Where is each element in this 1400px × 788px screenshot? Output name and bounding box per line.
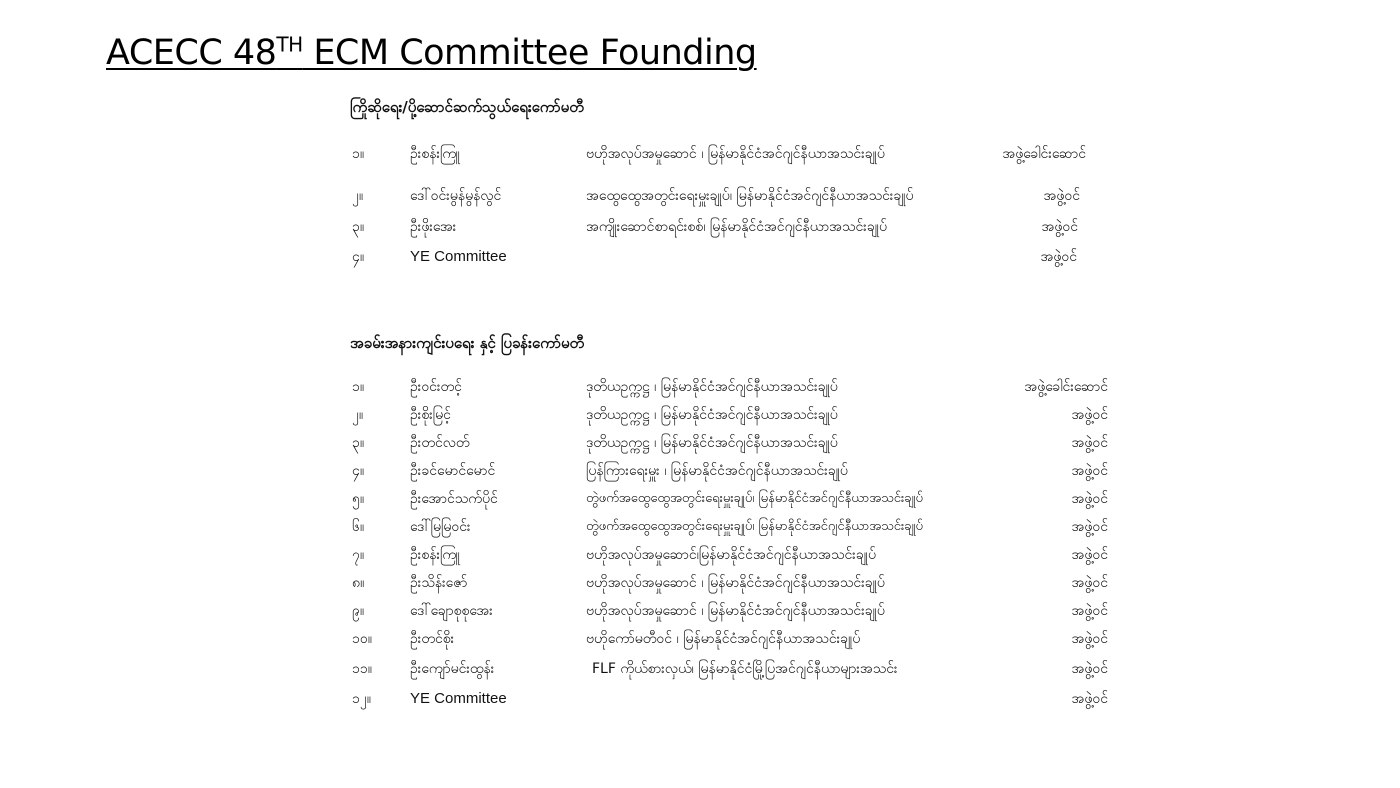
row-number: ၄။ xyxy=(352,249,365,265)
title-rest: ECM Committee Founding xyxy=(302,33,757,73)
member-position: FLF ကိုယ်စားလှယ်၊ မြန်မာနိုင်ငံမြို့ပြအင်ဂျင်နီယာများအသင်း xyxy=(592,661,898,677)
table-row xyxy=(0,600,1400,626)
table-row xyxy=(0,376,1400,402)
table-row xyxy=(0,688,1400,714)
table-row xyxy=(0,404,1400,430)
member-position: ဒုတိယဥက္ကဋ္ဌ ၊ မြန်မာနိုင်ငံအင်ဂျင်နီယာအသင်းချုပ် xyxy=(586,407,838,423)
row-number: ၁။ xyxy=(352,146,365,162)
member-position: ဒုတိယဥက္ကဋ္ဌ ၊ မြန်မာနိုင်ငံအင်ဂျင်နီယာအသင်းချုပ် xyxy=(586,435,838,451)
member-name: ဦးတင်စိုး xyxy=(410,631,455,647)
row-number: ၄။ xyxy=(352,463,365,479)
table-row xyxy=(0,432,1400,458)
row-number: ၁၂။ xyxy=(352,691,371,707)
member-role: အဖွဲ့ဝင် xyxy=(1071,463,1108,479)
member-role: အဖွဲ့ဝင် xyxy=(1071,603,1108,619)
row-number: ၇။ xyxy=(352,547,365,563)
row-number: ၁၁။ xyxy=(352,661,372,677)
table-row xyxy=(0,658,1400,684)
row-number: ၈။ xyxy=(352,575,365,591)
title-main: ACECC 48 xyxy=(106,33,277,73)
row-number: ၃။ xyxy=(352,435,365,451)
row-number: ၁၀။ xyxy=(352,631,372,647)
member-position: ဗဟိုကော်မတီဝင် ၊ မြန်မာနိုင်ငံအင်ဂျင်နီယာအသင်းချုပ် xyxy=(586,631,861,647)
member-name: ဦးသိန်းဇော် xyxy=(410,575,468,591)
section-heading-ceremony-exhibition: အခမ်းအနားကျင်းပရေး နှင့် ပြခန်းကော်မတီ xyxy=(350,334,585,352)
member-name: ဒေါ်မြမြဝင်း xyxy=(410,519,471,535)
table-row xyxy=(0,143,1400,169)
member-role: အဖွဲ့ဝင် xyxy=(1071,631,1108,647)
document-title xyxy=(106,30,757,76)
member-position: ဗဟိုအလုပ်အမှုဆောင် ၊ မြန်မာနိုင်ငံအင်ဂျင်နီယာအသင်းချုပ် xyxy=(586,146,885,162)
row-number: ၂။ xyxy=(352,407,364,423)
member-position: အကျိုးဆောင်စာရင်းစစ်၊ မြန်မာနိုင်ငံအင်ဂျင်နီယာအသင်းချုပ် xyxy=(586,219,887,235)
table-row xyxy=(0,246,1400,272)
member-role: အဖွဲ့ဝင် xyxy=(1043,188,1080,204)
member-name: ဦးကျော်မင်းထွန်း xyxy=(410,661,495,677)
member-position: ဒုတိယဥက္ကဋ္ဌ ၊ မြန်မာနိုင်ငံအင်ဂျင်နီယာအသင်းချုပ် xyxy=(586,379,838,395)
member-role: အဖွဲ့ဝင် xyxy=(1071,519,1108,535)
member-role: အဖွဲ့ခေါင်းဆောင် xyxy=(1024,379,1108,395)
member-role: အဖွဲ့ဝင် xyxy=(1071,575,1108,591)
member-role: အဖွဲ့ဝင် xyxy=(1040,249,1077,265)
table-row xyxy=(0,185,1400,211)
member-name: ဦးတင်လတ် xyxy=(410,435,470,451)
member-role: အဖွဲ့ဝင် xyxy=(1071,491,1108,507)
member-role: အဖွဲ့ဝင် xyxy=(1041,219,1078,235)
member-role: အဖွဲ့ခေါင်းဆောင် xyxy=(1002,146,1086,162)
member-role: အဖွဲ့ဝင် xyxy=(1071,407,1108,423)
row-number: ၆။ xyxy=(352,519,365,535)
member-position: ဗဟိုအလုပ်အမှုဆောင်၊မြန်မာနိုင်ငံအင်ဂျင်နီယာအသင်းချုပ် xyxy=(586,547,876,563)
member-name: YE Committee xyxy=(410,248,507,265)
member-name: ဒေါ်ချောစုစုအေး xyxy=(410,603,493,619)
table-row xyxy=(0,544,1400,570)
member-name: ဦးစန်းကြူ xyxy=(410,146,461,162)
row-number: ၁။ xyxy=(352,379,365,395)
table-row xyxy=(0,488,1400,514)
title-superscript: TH xyxy=(276,32,303,57)
member-role: အဖွဲ့ဝင် xyxy=(1071,547,1108,563)
member-role: အဖွဲ့ဝင် xyxy=(1071,661,1108,677)
row-number: ၉။ xyxy=(352,603,365,619)
row-number: ၅။ xyxy=(352,491,365,507)
member-position: ပြန်ကြားရေးမှူး ၊ မြန်မာနိုင်ငံအင်ဂျင်နီယာအသင်းချုပ် xyxy=(586,463,848,479)
row-number: ၃။ xyxy=(352,219,365,235)
member-role: အဖွဲ့ဝင် xyxy=(1071,691,1108,707)
row-number: ၂။ xyxy=(352,188,364,204)
table-row xyxy=(0,628,1400,654)
table-row xyxy=(0,216,1400,242)
member-name: ဒေါ်ဝင်းမွန်မွန်လွင် xyxy=(410,188,502,204)
member-position: တွဲဖက်အထွေထွေအတွင်းရေးမှူးချုပ်၊ မြန်မာနိုင်ငံအင်ဂျင်နီယာအသင်းချုပ် xyxy=(586,491,923,506)
member-position: အထွေထွေအတွင်းရေးမှူးချုပ်၊ မြန်မာနိုင်ငံအင်ဂျင်နီယာအသင်းချုပ် xyxy=(586,188,914,204)
member-name: ဦးအောင်သက်ပိုင် xyxy=(410,491,498,507)
member-name: ဦးဝင်းတင့် xyxy=(410,379,462,395)
member-position: တွဲဖက်အထွေထွေအတွင်းရေးမှူးချုပ်၊ မြန်မာနိုင်ငံအင်ဂျင်နီယာအသင်းချုပ် xyxy=(586,519,923,534)
member-name: ဦးဖိုးအေး xyxy=(410,219,457,235)
member-name: ဦးခင်မောင်မောင် xyxy=(410,463,496,479)
member-name: ဦးစိုးမြင့် xyxy=(410,407,451,423)
member-position: ဗဟိုအလုပ်အမှုဆောင် ၊ မြန်မာနိုင်ငံအင်ဂျင်နီယာအသင်းချုပ် xyxy=(586,575,885,591)
table-row xyxy=(0,516,1400,542)
member-position: ဗဟိုအလုပ်အမှုဆောင် ၊ မြန်မာနိုင်ငံအင်ဂျင်နီယာအသင်းချုပ် xyxy=(586,603,885,619)
member-name: ဦးစန်းကြူ xyxy=(410,547,461,563)
member-role: အဖွဲ့ဝင် xyxy=(1071,435,1108,451)
member-name: YE Committee xyxy=(410,690,507,707)
table-row xyxy=(0,572,1400,598)
section-heading-welcome-transport: ကြိုဆိုရေး/ပို့ဆောင်ဆက်သွယ်ရေးကော်မတီ xyxy=(350,98,584,116)
table-row xyxy=(0,460,1400,486)
